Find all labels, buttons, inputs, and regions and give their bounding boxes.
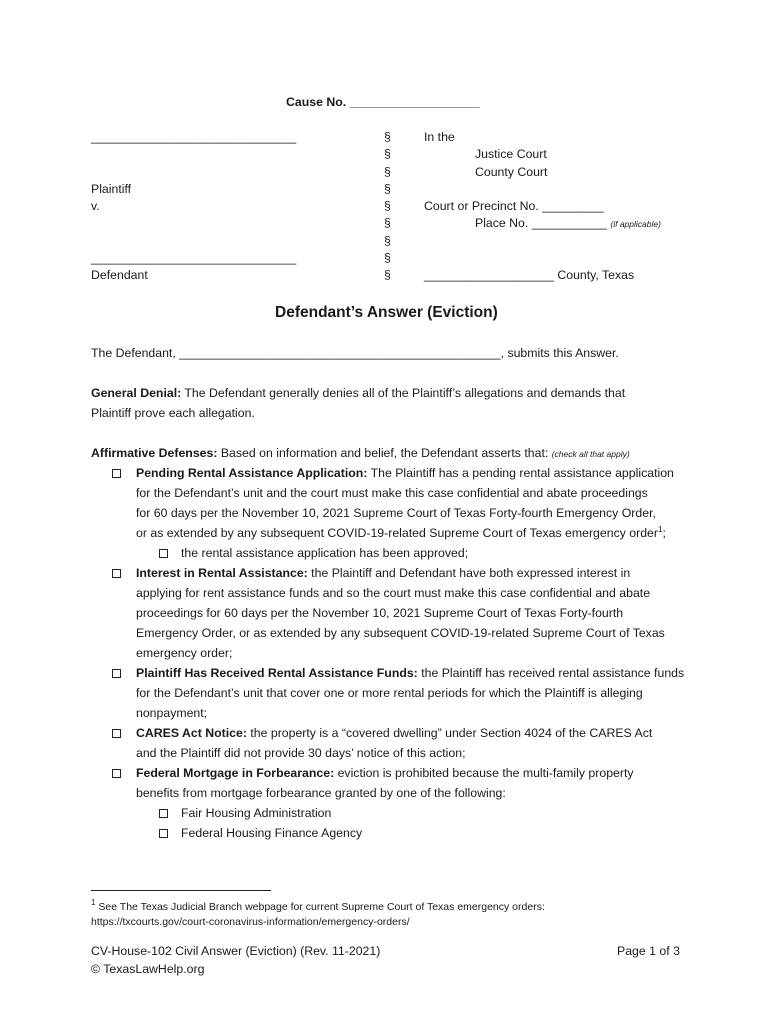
federal-forbearance-line2: benefits from mortgage forbearance granted by one of the following: <box>136 786 506 800</box>
in-the-label: In the <box>424 130 455 144</box>
defendant-label: Defendant <box>91 268 148 282</box>
federal-forbearance-checkbox[interactable] <box>112 769 121 778</box>
received-funds-text: the Plaintiff has received rental assistance funds <box>417 666 685 680</box>
pending-application-line1 <box>136 466 674 480</box>
application-approved-label: the rental assistance application has been approved; <box>181 546 469 560</box>
footnote-divider <box>91 890 271 891</box>
federal-forbearance-label: Federal Mortgage in Forbearance: <box>136 766 335 780</box>
application-approved-checkbox[interactable] <box>159 549 168 558</box>
pending-application-label: Pending Rental Assistance Application: <box>136 466 368 480</box>
section-mark: § <box>384 216 391 230</box>
pending-application-text: The Plaintiff has a pending rental assistance application <box>367 466 674 480</box>
cares-act-label: CARES Act Notice: <box>136 726 247 740</box>
county-court-option[interactable]: County Court <box>475 165 548 179</box>
general-denial-text: The Defendant generally denies all of the Plaintiff’s allegations and demands that <box>181 386 626 400</box>
fair-housing-checkbox[interactable] <box>159 809 168 818</box>
section-mark: § <box>384 234 391 248</box>
affirmative-defenses-text: Based on information and belief, the Defendant asserts that: <box>217 446 552 460</box>
footnote-url[interactable]: https://txcourts.gov/court-coronavirus-information/emergency-orders/ <box>91 916 410 928</box>
section-mark: § <box>384 199 391 213</box>
cares-act-text: the property is a “covered dwelling” under Section 4024 of the CARES Act <box>246 726 653 740</box>
footnote-line1 <box>91 898 545 913</box>
interest-rental-assistance-line5: emergency order; <box>136 646 233 660</box>
cares-act-line2: and the Plaintiff did not provide 30 days’ notice of this action; <box>136 746 466 760</box>
received-funds-label: Plaintiff Has Received Rental Assistance Funds: <box>136 666 418 680</box>
general-denial-label: General Denial: <box>91 386 182 400</box>
affirmative-defenses-header <box>91 446 630 460</box>
form-identifier: CV-House-102 Civil Answer (Eviction) (Rev. 11-2021) <box>91 944 381 958</box>
footnote-reference: 1 <box>658 525 663 534</box>
pending-application-punct: ; <box>662 526 666 540</box>
fhfa-checkbox[interactable] <box>159 829 168 838</box>
received-funds-checkbox[interactable] <box>112 669 121 678</box>
affirmative-defenses-label: Affirmative Defenses: <box>91 446 218 460</box>
pending-application-text: or as extended by any subsequent COVID-19-related Supreme Court of Texas emergency order <box>136 526 658 540</box>
court-or-precinct-field[interactable]: Court or Precinct No. _________ <box>424 199 604 213</box>
defendant-name-blank[interactable]: ______________________________ <box>91 251 297 265</box>
place-number-label: Place No. ___________ <box>475 216 607 230</box>
section-mark: § <box>384 268 391 282</box>
copyright-notice: © TexasLawHelp.org <box>91 962 205 976</box>
if-applicable-note: (if applicable) <box>610 219 661 229</box>
footnote-text: See The Texas Judicial Branch webpage for current Supreme Court of Texas emergency orders: <box>95 901 545 913</box>
pending-application-line4 <box>136 526 666 540</box>
federal-forbearance-text: eviction is prohibited because the multi-family property <box>334 766 634 780</box>
interest-rental-assistance-line2: applying for rent assistance funds and so the court must make this case confidential and abate <box>136 586 651 600</box>
cares-act-line1 <box>136 726 652 740</box>
cares-act-checkbox[interactable] <box>112 729 121 738</box>
pending-application-line2: for the Defendant’s unit and the court must make this case confidential and abate proceedings <box>136 486 648 500</box>
interest-rental-assistance-checkbox[interactable] <box>112 569 121 578</box>
received-funds-line1 <box>136 666 684 680</box>
section-mark: § <box>384 251 391 265</box>
section-mark: § <box>384 182 391 196</box>
page-number: Page 1 of 3 <box>617 944 680 958</box>
plaintiff-label: Plaintiff <box>91 182 132 196</box>
pending-application-line3: for 60 days per the November 10, 2021 Supreme Court of Texas Forty-fourth Emergency Order, <box>136 506 656 520</box>
interest-rental-assistance-line1 <box>136 566 630 580</box>
county-field[interactable]: ___________________ County, Texas <box>424 268 635 282</box>
interest-rental-assistance-line3: proceedings for 60 days per the November 10, 2021 Supreme Court of Texas Forty-fourth <box>136 606 624 620</box>
received-funds-line2: for the Defendant’s unit that cover one or more rental periods for which the Plaintiff is alleging <box>136 686 643 700</box>
section-mark: § <box>384 147 391 161</box>
fair-housing-label: Fair Housing Administration <box>181 806 332 820</box>
plaintiff-name-blank[interactable]: ______________________________ <box>91 130 297 144</box>
footnote-marker: 1 <box>91 898 96 907</box>
document-title: Defendant’s Answer (Eviction) <box>275 304 498 321</box>
pending-application-checkbox[interactable] <box>112 469 121 478</box>
interest-rental-assistance-label: Interest in Rental Assistance: <box>136 566 308 580</box>
received-funds-line3: nonpayment; <box>136 706 208 720</box>
check-all-note: (check all that apply) <box>551 449 630 459</box>
federal-forbearance-line1 <box>136 766 634 780</box>
place-number-field[interactable] <box>475 216 661 230</box>
cause-number: Cause No. ___________________ <box>286 95 480 109</box>
defendant-intro[interactable]: The Defendant, _______________________________________________, submits this Answer. <box>91 346 619 360</box>
general-denial-line1 <box>91 386 625 400</box>
section-mark: § <box>384 165 391 179</box>
versus-label: v. <box>91 199 100 213</box>
justice-court-option[interactable]: Justice Court <box>475 147 547 161</box>
section-mark: § <box>384 130 391 144</box>
general-denial-line2: Plaintiff prove each allegation. <box>91 406 255 420</box>
fhfa-label: Federal Housing Finance Agency <box>181 826 363 840</box>
interest-rental-assistance-line4: Emergency Order, or as extended by any subsequent COVID-19-related Supreme Court of Texas <box>136 626 665 640</box>
interest-rental-assistance-text: the Plaintiff and Defendant have both expressed interest in <box>307 566 631 580</box>
